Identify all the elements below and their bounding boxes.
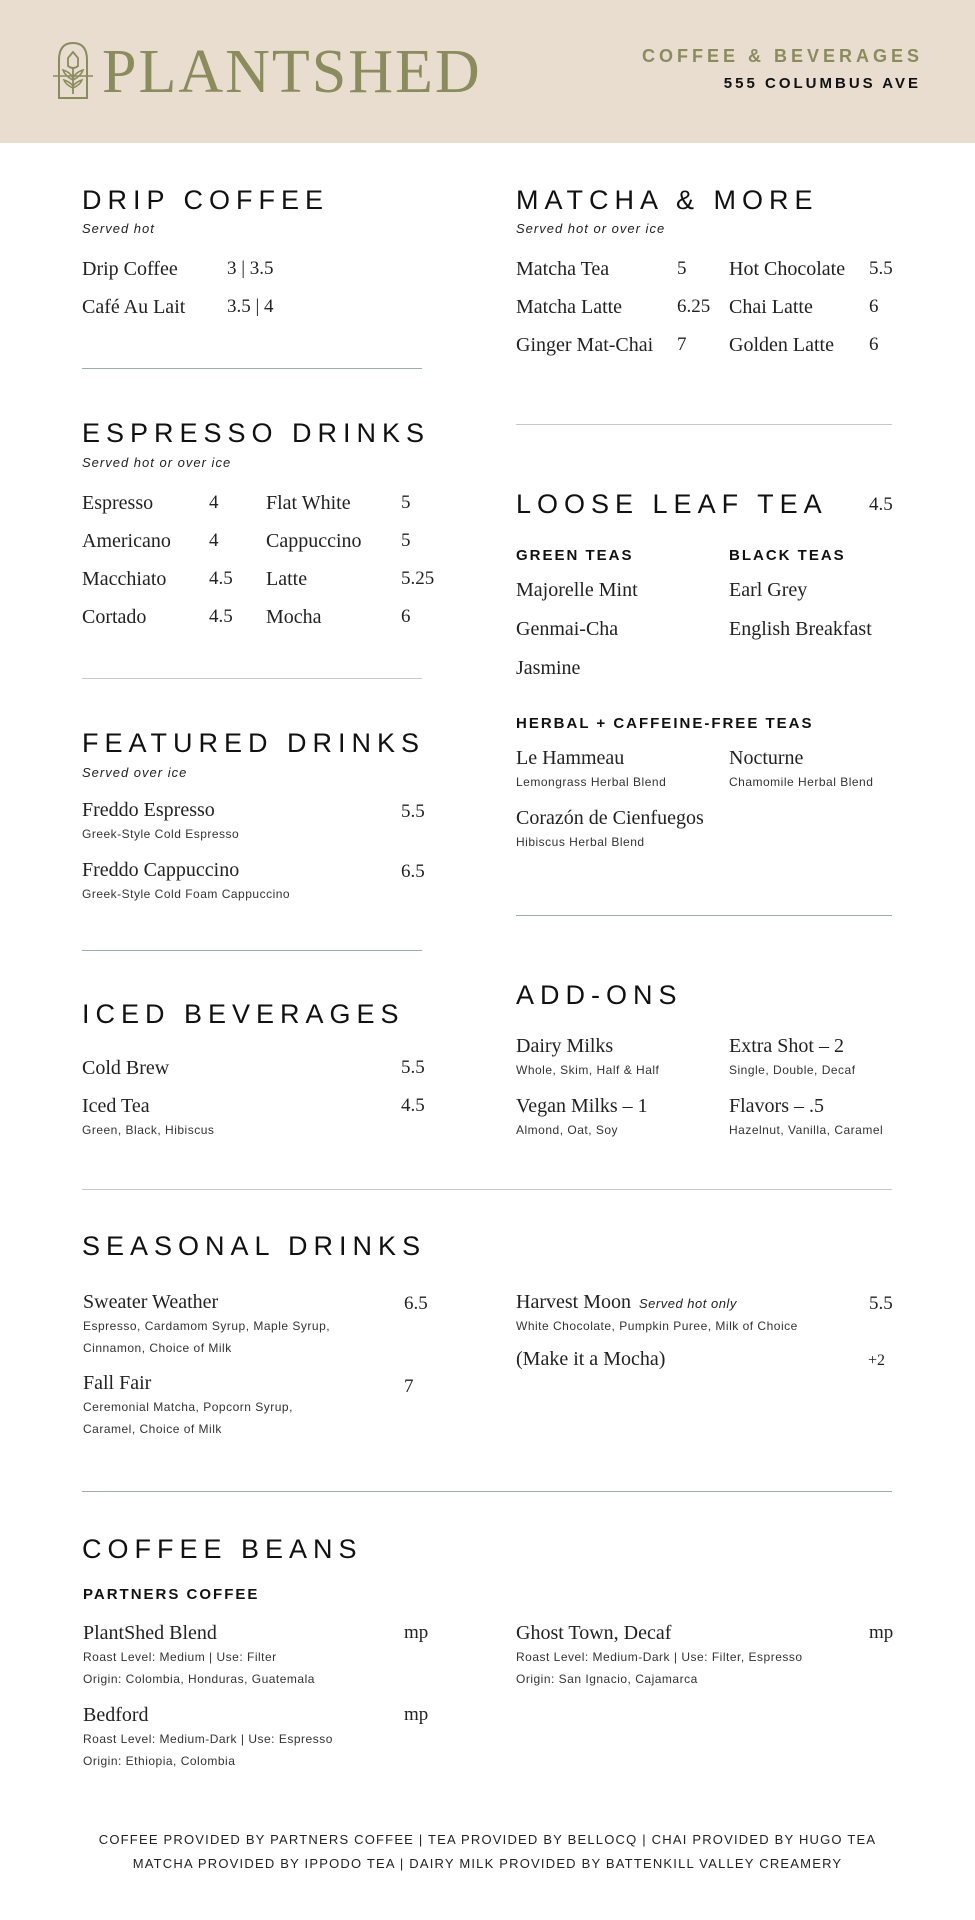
menu-item-price: 4.5 xyxy=(401,1095,425,1116)
tea-name: Genmai-Cha xyxy=(516,618,619,640)
bean-description: Roast Level: Medium | Use: Filter xyxy=(83,1650,277,1664)
menu-item-name: Flat White xyxy=(266,492,351,514)
espresso-subtitle: Served hot or over ice xyxy=(82,455,232,470)
loose-leaf-tea-title: LOOSE LEAF TEA xyxy=(516,489,828,519)
bean-name: PlantShed Blend xyxy=(83,1622,217,1644)
tea-name: Majorelle Mint xyxy=(516,579,638,601)
brand-address: 555 COLUMBUS AVE xyxy=(723,75,921,92)
bean-description: Origin: San Ignacio, Cajamarca xyxy=(516,1672,698,1686)
tea-name: Corazón de Cienfuegos xyxy=(516,807,704,829)
menu-item-price: 3 | 3.5 xyxy=(227,258,274,279)
menu-item-name: Cappuccino xyxy=(266,530,362,552)
menu-item-name: Matcha Latte xyxy=(516,296,623,318)
menu-item-name: Golden Latte xyxy=(729,334,834,356)
bean-price: mp xyxy=(404,1704,429,1725)
menu-item-name: Mocha xyxy=(266,606,322,628)
footer-credits-line-2: MATCHA PROVIDED BY IPPODO TEA | DAIRY MILK PROVIDED BY BATTENKILL VALLEY CREAMERY xyxy=(132,1856,843,1871)
menu-item-name: Latte xyxy=(266,568,308,590)
espresso-title: ESPRESSO DRINKS xyxy=(82,418,431,448)
menu-item-description: Ceremonial Matcha, Popcorn Syrup, xyxy=(83,1400,293,1414)
addon-name: Flavors – .5 xyxy=(729,1095,824,1117)
bean-description: Origin: Ethiopia, Colombia xyxy=(83,1754,236,1768)
tea-name: Earl Grey xyxy=(729,579,808,601)
menu-item-description: Espresso, Cardamom Syrup, Maple Syrup, xyxy=(83,1319,331,1333)
menu-item-name: Iced Tea xyxy=(82,1095,150,1117)
menu-item-name: Chai Latte xyxy=(729,296,813,318)
menu-item-name: Espresso xyxy=(82,492,154,514)
drip-coffee-subtitle: Served hot xyxy=(82,221,155,236)
seasonal-drinks-title: SEASONAL DRINKS xyxy=(82,1231,427,1261)
bean-price: mp xyxy=(404,1622,429,1643)
menu-item-name: Ginger Mat-Chai xyxy=(516,334,654,356)
menu-item-description: White Chocolate, Pumpkin Puree, Milk of Choice xyxy=(516,1319,798,1333)
menu-item-description: Green, Black, Hibiscus xyxy=(82,1123,215,1137)
menu-item-name: Cortado xyxy=(82,606,147,628)
tea-description: Lemongrass Herbal Blend xyxy=(516,775,667,789)
menu-item-price: 5 xyxy=(401,530,411,551)
tea-price: 4.5 xyxy=(869,494,893,515)
addon-name: Dairy Milks xyxy=(516,1035,614,1057)
bean-description: Roast Level: Medium-Dark | Use: Espresso xyxy=(83,1732,333,1746)
add-ons-title: ADD-ONS xyxy=(516,980,683,1010)
bean-description: Origin: Colombia, Honduras, Guatemala xyxy=(83,1672,315,1686)
menu-item-name: Fall Fair xyxy=(83,1372,152,1394)
menu-item-description: Greek-Style Cold Espresso xyxy=(82,827,240,841)
section-divider xyxy=(516,915,892,916)
menu-item-price: 5.25 xyxy=(401,568,435,589)
menu-item-name xyxy=(516,1289,737,1317)
menu-item-price: 6.5 xyxy=(401,861,425,882)
menu-item-price: 3.5 | 4 xyxy=(227,296,274,317)
menu-item-name: Americano xyxy=(82,530,171,552)
partners-coffee-label: PARTNERS COFFEE xyxy=(83,1586,260,1603)
brand-tagline: COFFEE & BEVERAGES xyxy=(641,46,923,66)
menu-item-price: 4 xyxy=(209,530,219,551)
matcha-title: MATCHA & MORE xyxy=(516,185,819,215)
menu-item-price: 5 xyxy=(677,258,687,279)
menu-item-price: 6.5 xyxy=(404,1293,428,1314)
footer-credits-line-1: COFFEE PROVIDED BY PARTNERS COFFEE | TEA PROVIDED BY BELLOCQ | CHAI PROVIDED BY HUGO TEA xyxy=(98,1832,877,1847)
seasonal-harvest-moon-name: Harvest Moon xyxy=(516,1291,631,1313)
menu-item-price: 5.5 xyxy=(869,258,893,279)
featured-drinks-title: FEATURED DRINKS xyxy=(82,728,426,758)
section-divider xyxy=(82,678,422,679)
menu-item-price: 6 xyxy=(869,296,879,317)
section-divider xyxy=(82,1189,892,1190)
matcha-subtitle: Served hot or over ice xyxy=(516,221,666,236)
featured-drinks-subtitle: Served over ice xyxy=(82,765,188,780)
menu-item-name: Freddo Cappuccino xyxy=(82,859,240,881)
addon-description: Almond, Oat, Soy xyxy=(516,1123,619,1137)
tea-name: English Breakfast xyxy=(729,618,872,640)
menu-item-price: +2 xyxy=(868,1352,886,1369)
menu-item-name: Matcha Tea xyxy=(516,258,610,280)
menu-item-price: 4.5 xyxy=(209,568,233,589)
addon-name: Vegan Milks – 1 xyxy=(516,1095,648,1117)
menu-item-name: Macchiato xyxy=(82,568,167,590)
menu-item-description: Greek-Style Cold Foam Cappuccino xyxy=(82,887,291,901)
menu-item-name: Hot Chocolate xyxy=(729,258,846,280)
menu-item-price: 5.5 xyxy=(869,1293,893,1314)
iced-beverages-title: ICED BEVERAGES xyxy=(82,999,405,1029)
bean-description: Roast Level: Medium-Dark | Use: Filter, Espresso xyxy=(516,1650,803,1664)
menu-item-price: 5 xyxy=(401,492,411,513)
tea-name: Nocturne xyxy=(729,747,804,769)
tea-description: Hibiscus Herbal Blend xyxy=(516,835,645,849)
menu-item-price: 4.5 xyxy=(209,606,233,627)
bean-price: mp xyxy=(869,1622,894,1643)
header-banner xyxy=(0,0,975,143)
served-hot-only-note: Served hot only xyxy=(638,1296,737,1311)
tea-description: Chamomile Herbal Blend xyxy=(729,775,874,789)
addon-description: Single, Double, Decaf xyxy=(729,1063,856,1077)
bean-name: Bedford xyxy=(83,1704,149,1726)
menu-item-description: Caramel, Choice of Milk xyxy=(83,1422,222,1436)
menu-item-price: 7 xyxy=(404,1376,414,1397)
section-divider xyxy=(82,950,422,951)
menu-item-name: Cold Brew xyxy=(82,1057,170,1079)
tea-name: Jasmine xyxy=(516,657,581,679)
section-divider xyxy=(516,424,892,425)
coffee-beans-title: COFFEE BEANS xyxy=(82,1534,363,1564)
tea-name: Le Hammeau xyxy=(516,747,625,769)
menu-item-name: Café Au Lait xyxy=(82,296,186,318)
menu-item-price: 5.5 xyxy=(401,1057,425,1078)
menu-item-price: 5.5 xyxy=(401,801,425,822)
menu-item-price: 6.25 xyxy=(677,296,711,317)
menu-item-name: (Make it a Mocha) xyxy=(516,1348,666,1370)
addon-name: Extra Shot – 2 xyxy=(729,1035,844,1057)
green-teas-label: GREEN TEAS xyxy=(516,547,634,564)
flower-badge-icon xyxy=(51,40,95,102)
menu-item-price: 7 xyxy=(677,334,687,355)
menu-item-price: 6 xyxy=(869,334,879,355)
menu-item-name: Freddo Espresso xyxy=(82,799,215,821)
menu-item-name: Drip Coffee xyxy=(82,258,178,280)
herbal-teas-label: HERBAL + CAFFEINE-FREE TEAS xyxy=(516,715,814,732)
section-divider xyxy=(82,1491,892,1492)
brand-logo-text: PLANTSHED xyxy=(102,38,482,106)
drip-coffee-title: DRIP COFFEE xyxy=(82,185,330,215)
menu-item-description: Cinnamon, Choice of Milk xyxy=(83,1341,232,1355)
black-teas-label: BLACK TEAS xyxy=(729,547,846,564)
section-divider xyxy=(82,368,422,369)
menu-item-name: Sweater Weather xyxy=(83,1291,219,1313)
bean-name: Ghost Town, Decaf xyxy=(516,1622,672,1644)
menu-item-price: 6 xyxy=(401,606,411,627)
addon-description: Hazelnut, Vanilla, Caramel xyxy=(729,1123,884,1137)
menu-item-price: 4 xyxy=(209,492,219,513)
addon-description: Whole, Skim, Half & Half xyxy=(516,1063,660,1077)
